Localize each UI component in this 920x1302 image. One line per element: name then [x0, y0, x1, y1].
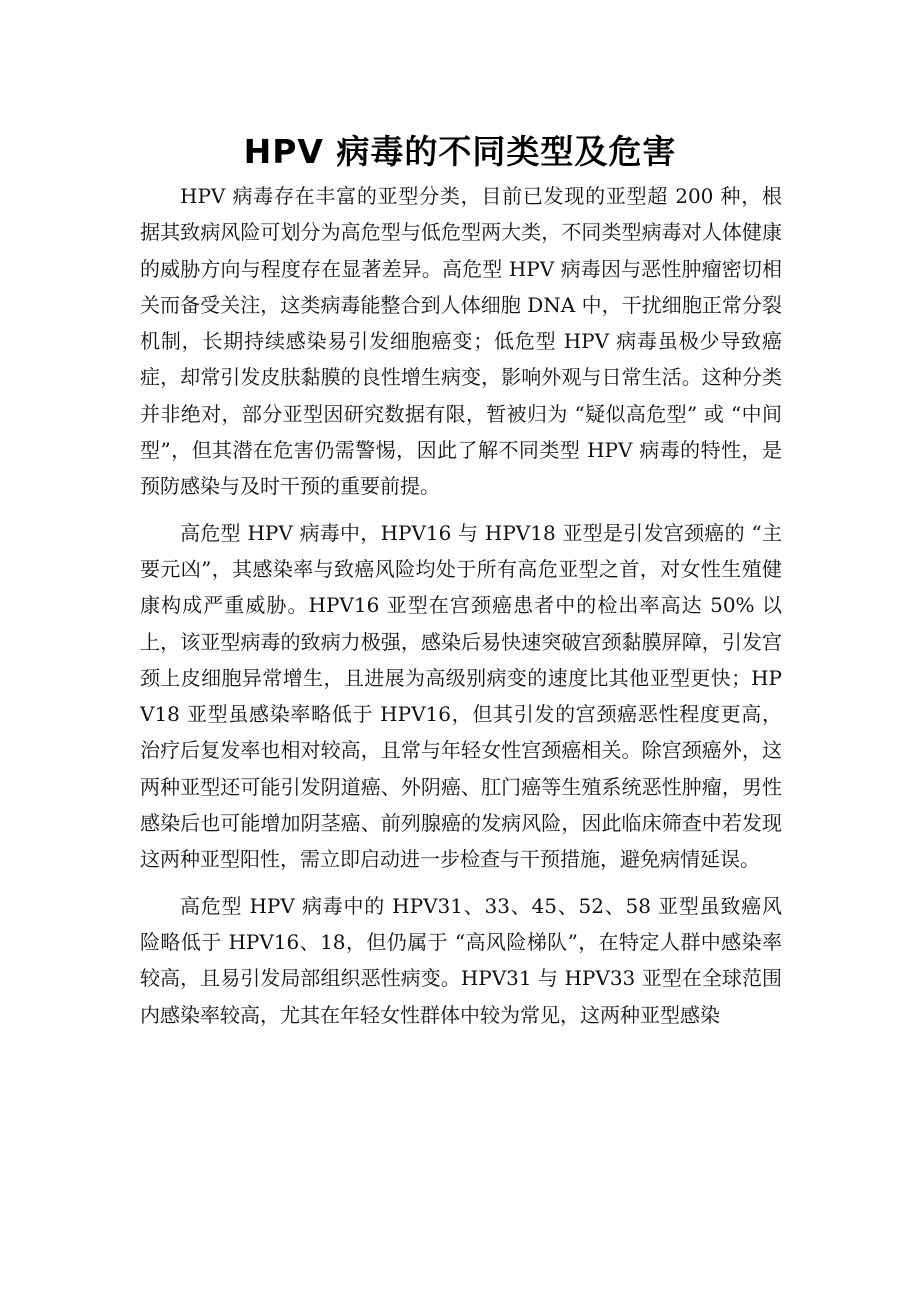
paragraph-hpv16-18: 高危型 HPV 病毒中，HPV16 与 HPV18 亚型是引发宫颈癌的 “主要元凶”，其感染率与致癌风险均处于所有高危亚型之首，对女性生殖健康构成严重威胁。HPV16 亚型在宫颈癌患者中的检出率高达 50% 以上，该亚型病毒的致病力极强，感染后易快速突破宫颈黏膜屏障，引发宫颈上皮细胞异常增生，且进展为高级别病变的速度比其他亚型更快；HPV18 亚型虽感染率略低于 HPV16，但其引发的宫颈癌恶性程度更高，治疗后复发率也相对较高，且常与年轻女性宫颈癌相关。除宫颈癌外，这两种亚型还可能引发阴道癌、外阴癌、肛门癌等生殖系统恶性肿瘤，男性感染后也可能增加阴茎癌、前列腺癌的发病风险，因此临床筛查中若发现这两种亚型阳性，需立即启动进一步检查与干预措施，避免病情延误。 [140, 520, 782, 872]
paragraph-intro: HPV 病毒存在丰富的亚型分类，目前已发现的亚型超 200 种，根据其致病风险可划分为高危型与低危型两大类，不同类型病毒对人体健康的威胁方向与程度存在显著差异。高危型 HPV 病毒因与恶性肿瘤密切相关而备受关注，这类病毒能整合到人体细胞 DNA 中，干扰细胞正常分裂机制，长期持续感染易引发细胞癌变；低危型 HPV 病毒虽极少导致癌症，却常引发皮肤黏膜的良性增生病变，影响外观与日常生活。这种分类并非绝对，部分亚型因研究数据有限，暂被归为 “疑似高危型” 或 “中间型”，但其潜在危害仍需警惕，因此了解不同类型 HPV 病毒的特性，是预防感染与及时干预的重要前提。 [140, 184, 782, 499]
document-body [140, 178, 782, 1043]
document-title: HPV 病毒的不同类型及危害 [243, 132, 677, 171]
paragraph-other-high-risk: 高危型 HPV 病毒中的 HPV31、33、45、52、58 亚型虽致癌风险略低于 HPV16、18，但仍属于 “高风险梯队”，在特定人群中感染率较高，且易引发局部组织恶性病变。HPV31 与 HPV33 亚型在全球范围内感染率较高，尤其在年轻女性群体中较为常见，这两种亚型感染 [140, 893, 782, 1027]
